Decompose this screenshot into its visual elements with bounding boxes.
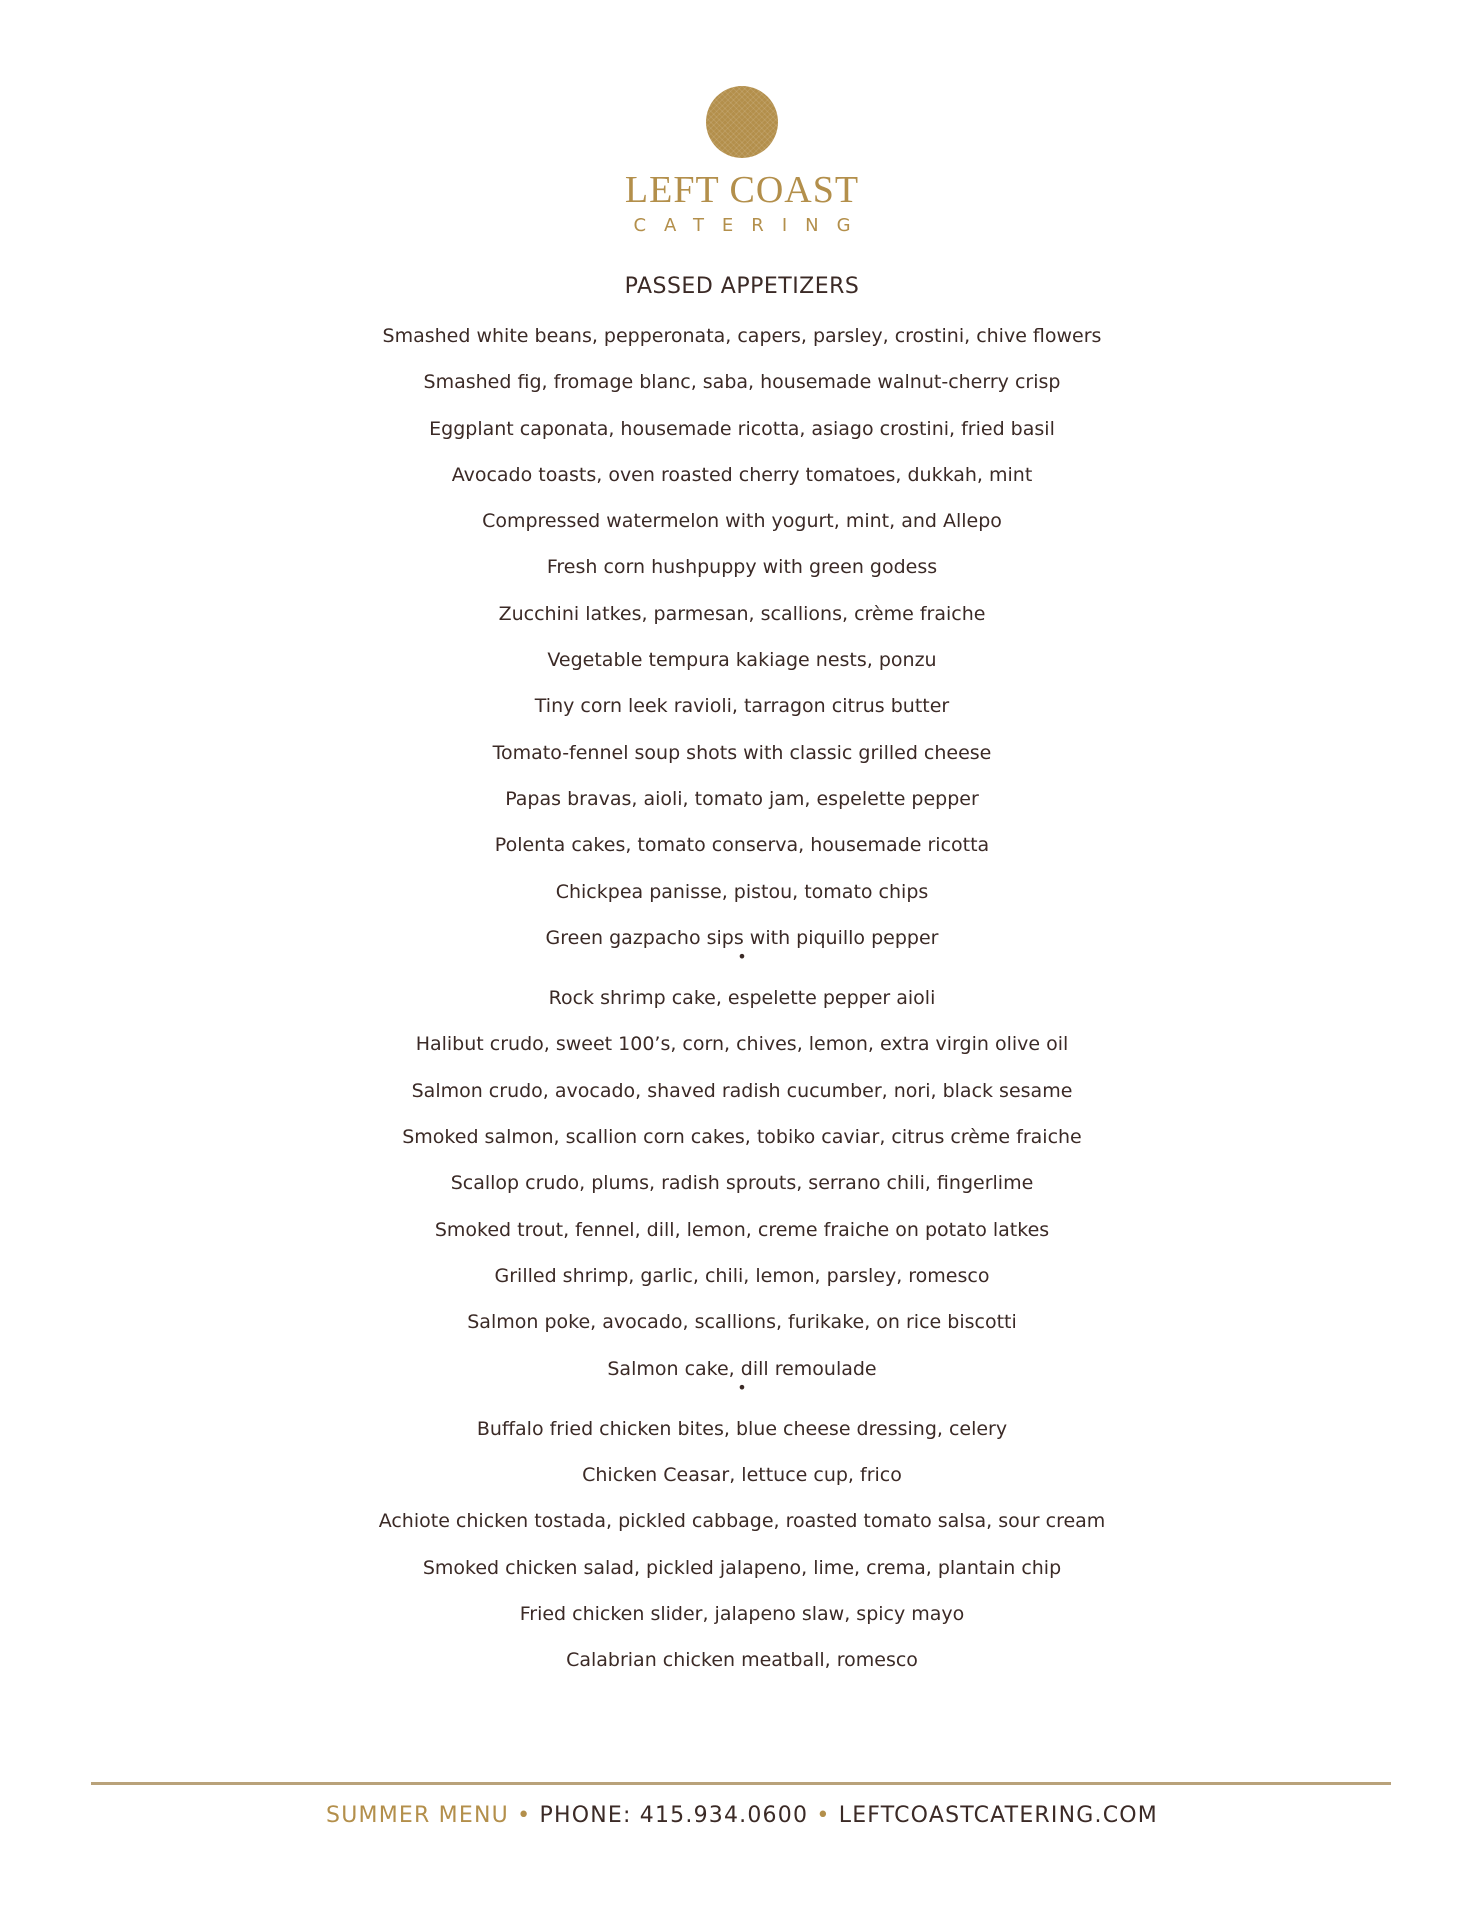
company-logo [0,86,1484,238]
menu-item: Smoked trout, fennel, dill, lemon, creme fraiche on potato latkes [434,1218,1050,1241]
logo-subtitle: CATERING [633,215,869,236]
menu-list [0,317,1484,1688]
menu-item: Green gazpacho sips with piquillo pepper [545,926,939,949]
footer-bullet: • [517,1803,532,1828]
menu-item: Fried chicken slider, jalapeno slaw, spicy mayo [519,1603,965,1626]
menu-item: Tomato-fennel soup shots with classic grilled cheese [492,741,992,764]
menu-item: Avocado toasts, oven roasted cherry tomatoes, dukkah, mint [451,463,1033,486]
menu-item: Eggplant caponata, housemade ricotta, asiago crostini, fried basil [429,417,1055,440]
menu-item: Rock shrimp cake, espelette pepper aioli [548,987,936,1010]
menu-item: Vegetable tempura kakiage nests, ponzu [547,649,937,672]
menu-item: Grilled shrimp, garlic, chili, lemon, parsley, romesco [494,1264,990,1287]
logo-name: LEFT COAST [624,169,860,211]
menu-item: Fresh corn hushpuppy with green godess [546,556,938,579]
logo-emblem-circle [706,86,778,158]
menu-item: Smashed fig, fromage blanc, saba, housemade walnut-cherry crisp [423,371,1061,394]
footer-website: LEFTCOASTCATERING.COM [838,1803,1158,1828]
footer-bullet: • [816,1803,831,1828]
menu-item: Chicken Ceasar, lettuce cup, frico [582,1464,902,1487]
menu-item: Buffalo fried chicken bites, blue cheese dressing, celery [476,1417,1008,1440]
group-separator: • [737,1377,747,1397]
menu-item: Smoked chicken salad, pickled jalapeno, lime, crema, plantain chip [422,1556,1062,1579]
menu-item: Salmon poke, avocado, scallions, furikake, on rice biscotti [467,1311,1017,1334]
section-title: PASSED APPETIZERS [624,274,860,299]
footer-divider [91,1782,1391,1785]
footer-phone: PHONE: 415.934.0600 [539,1803,809,1828]
footer [0,1798,1484,1834]
menu-item: Compressed watermelon with yogurt, mint, and Allepo [482,510,1002,533]
menu-item: Scallop crudo, plums, radish sprouts, serrano chili, fingerlime [450,1172,1034,1195]
menu-item: Smoked salmon, scallion corn cakes, tobiko caviar, citrus crème fraiche [402,1126,1082,1149]
menu-item: Salmon cake, dill remoulade [607,1357,877,1380]
menu-item: Zucchini latkes, parmesan, scallions, crème fraiche [498,602,986,625]
menu-item: Tiny corn leek ravioli, tarragon citrus butter [534,695,950,718]
footer-season: SUMMER MENU [326,1803,509,1828]
menu-item: Salmon crudo, avocado, shaved radish cucumber, nori, black sesame [411,1079,1073,1102]
group-separator: • [737,947,747,967]
menu-item: Achiote chicken tostada, pickled cabbage, roasted tomato salsa, sour cream [378,1510,1106,1533]
menu-item: Smashed white beans, pepperonata, capers, parsley, crostini, chive flowers [382,325,1102,347]
menu-item: Polenta cakes, tomato conserva, housemade ricotta [494,834,990,857]
menu-item: Calabrian chicken meatball, romesco [566,1649,918,1672]
menu-item: Halibut crudo, sweet 100’s, corn, chives, lemon, extra virgin olive oil [415,1033,1069,1056]
menu-item: Chickpea panisse, pistou, tomato chips [555,880,929,903]
menu-item: Papas bravas, aioli, tomato jam, espelette pepper [505,787,979,810]
